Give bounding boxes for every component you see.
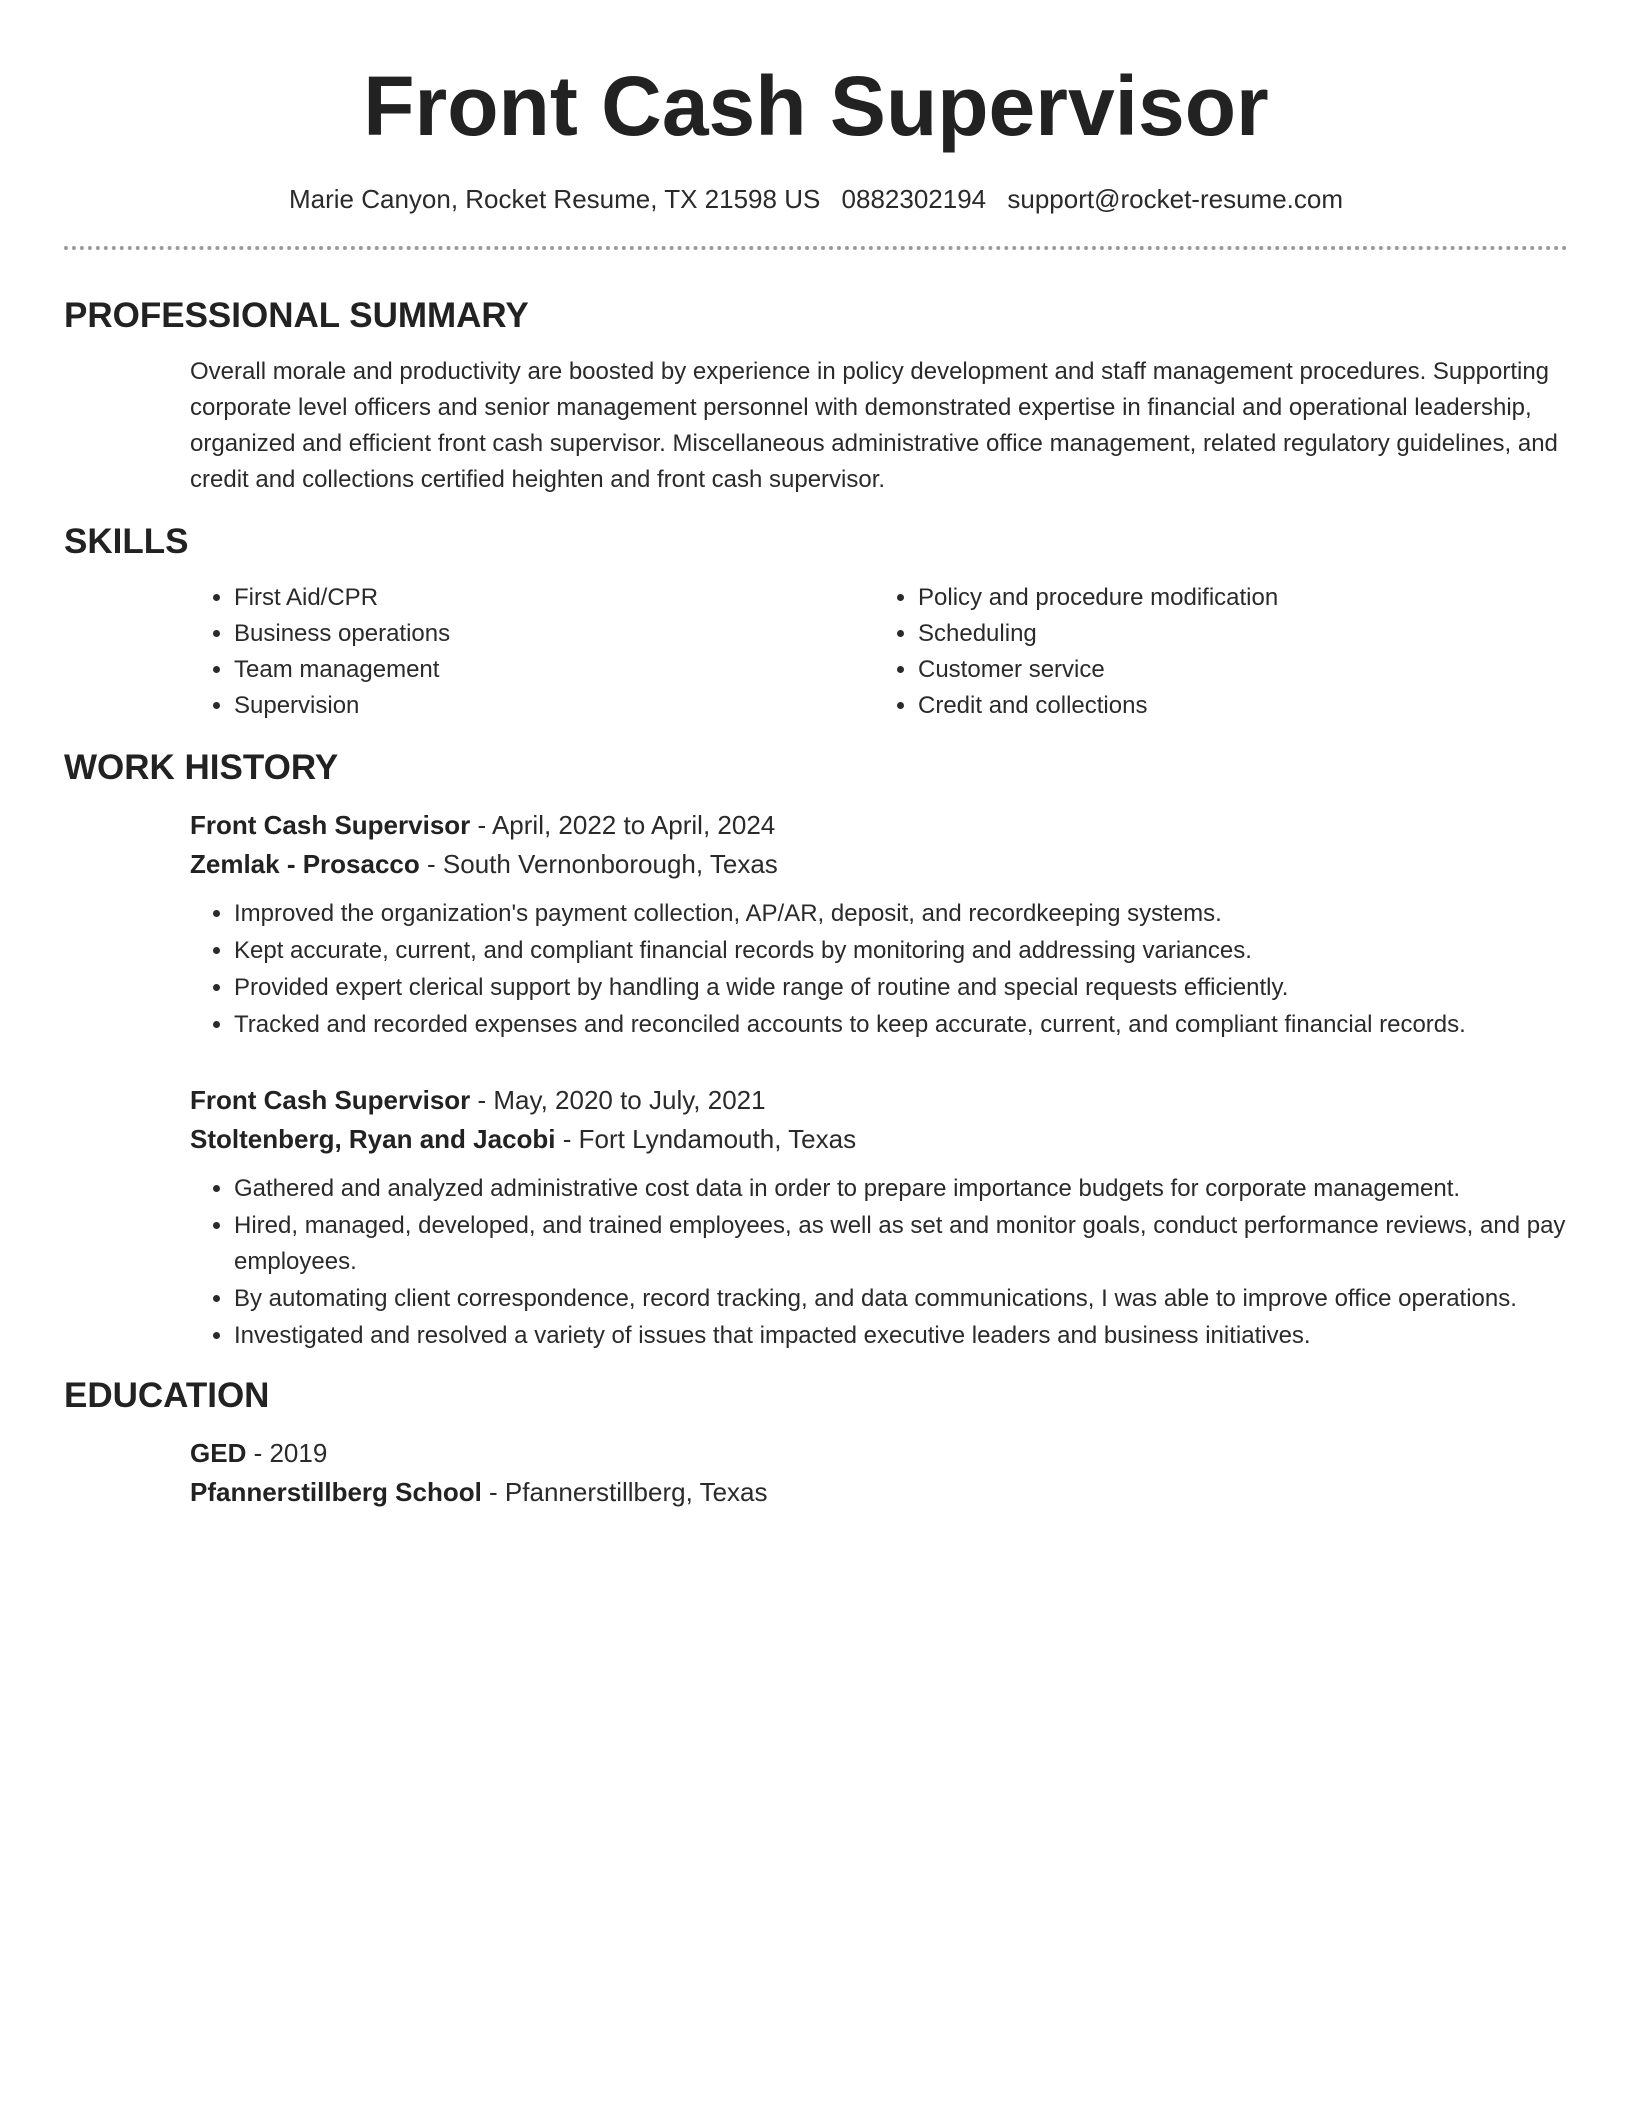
school-name: Pfannerstillberg School (190, 1477, 482, 1507)
job-bullet: • Investigated and resolved a variety of issues that impacted executive leaders and business initiatives. (234, 1318, 1568, 1354)
job-employer-line (190, 1120, 1568, 1159)
job-location: - South Vernonborough, Texas (419, 849, 778, 879)
education-entry (190, 1434, 1568, 1512)
job-entry (190, 1081, 1568, 1354)
skill-item: • Policy and procedure modification (918, 580, 1568, 616)
degree: GED (190, 1438, 247, 1468)
job-employer: Zemlak - Prosacco (190, 849, 420, 879)
summary-heading: PROFESSIONAL SUMMARY (64, 296, 529, 335)
job-title-line (190, 806, 1568, 845)
job-title-line (190, 1081, 1568, 1120)
skills-column-right (874, 580, 1568, 724)
degree-year: - 2019 (246, 1438, 328, 1468)
summary-text: Overall morale and productivity are boosted by experience in policy development and staff management procedures. Supporting corporate level officers and senior management personnel with demonstrated expertise in financial and operational leadership, organized and efficient front cash supervisor. Miscellaneous administrative office management, related regulatory guidelines, and credit and collections certified heighten and front cash supervisor. (190, 358, 1558, 493)
skill-item: • Supervision (234, 688, 874, 724)
job-bullet: • Provided expert clerical support by handling a wide range of routine and special requests efficiently. (234, 970, 1568, 1006)
skill-item: • Credit and collections (918, 688, 1568, 724)
job-entry (190, 806, 1568, 1043)
job-bullet: • Improved the organization's payment collection, AP/AR, deposit, and recordkeeping systems. (234, 896, 1568, 932)
contact-address: Marie Canyon, Rocket Resume, TX 21598 US (288, 184, 821, 214)
skill-item: • First Aid/CPR (234, 580, 874, 616)
work-history-section (64, 806, 1568, 1354)
education-heading: EDUCATION (64, 1376, 270, 1415)
summary-section (64, 354, 1568, 498)
school-location: - Pfannerstillberg, Texas (481, 1477, 768, 1507)
contact-phone: 0882302194 (841, 184, 987, 214)
skills-heading: SKILLS (64, 522, 189, 561)
school-line (190, 1473, 1568, 1512)
skill-item: • Scheduling (918, 616, 1568, 652)
skill-item: • Customer service (918, 652, 1568, 688)
work-history-heading: WORK HISTORY (64, 748, 339, 787)
job-dates: - April, 2022 to April, 2024 (470, 810, 776, 840)
job-bullet: • Gathered and analyzed administrative cost data in order to prepare importance budgets for corporate management. (234, 1171, 1568, 1207)
job-employer: Stoltenberg, Ryan and Jacobi (190, 1124, 556, 1154)
resume-name: Front Cash Supervisor (363, 59, 1269, 153)
contact-email: support@rocket-resume.com (1007, 184, 1344, 214)
contact-line (64, 182, 1568, 216)
skill-item: • Business operations (234, 616, 874, 652)
job-bullets (190, 1171, 1568, 1354)
job-bullet: • Tracked and recorded expenses and reconciled accounts to keep accurate, current, and compliant financial records. (234, 1007, 1568, 1043)
job-title: Front Cash Supervisor (190, 810, 471, 840)
degree-line (190, 1434, 1568, 1473)
skills-column-left (190, 580, 874, 724)
job-title: Front Cash Supervisor (190, 1085, 471, 1115)
skills-list (190, 580, 1568, 724)
job-bullets (190, 896, 1568, 1043)
job-bullet: • By automating client correspondence, record tracking, and data communications, I was able to improve office operations. (234, 1281, 1568, 1317)
job-location: - Fort Lyndamouth, Texas (555, 1124, 857, 1154)
skills-section (64, 580, 1568, 724)
job-bullet: • Hired, managed, developed, and trained employees, as well as set and monitor goals, conduct performance reviews, and pay employees. (234, 1208, 1568, 1280)
job-dates: - May, 2020 to July, 2021 (470, 1085, 766, 1115)
education-section (64, 1434, 1568, 1512)
skill-item: • Team management (234, 652, 874, 688)
job-bullet: • Kept accurate, current, and compliant financial records by monitoring and addressing variances. (234, 933, 1568, 969)
header-divider (64, 246, 1568, 250)
job-employer-line (190, 845, 1568, 884)
